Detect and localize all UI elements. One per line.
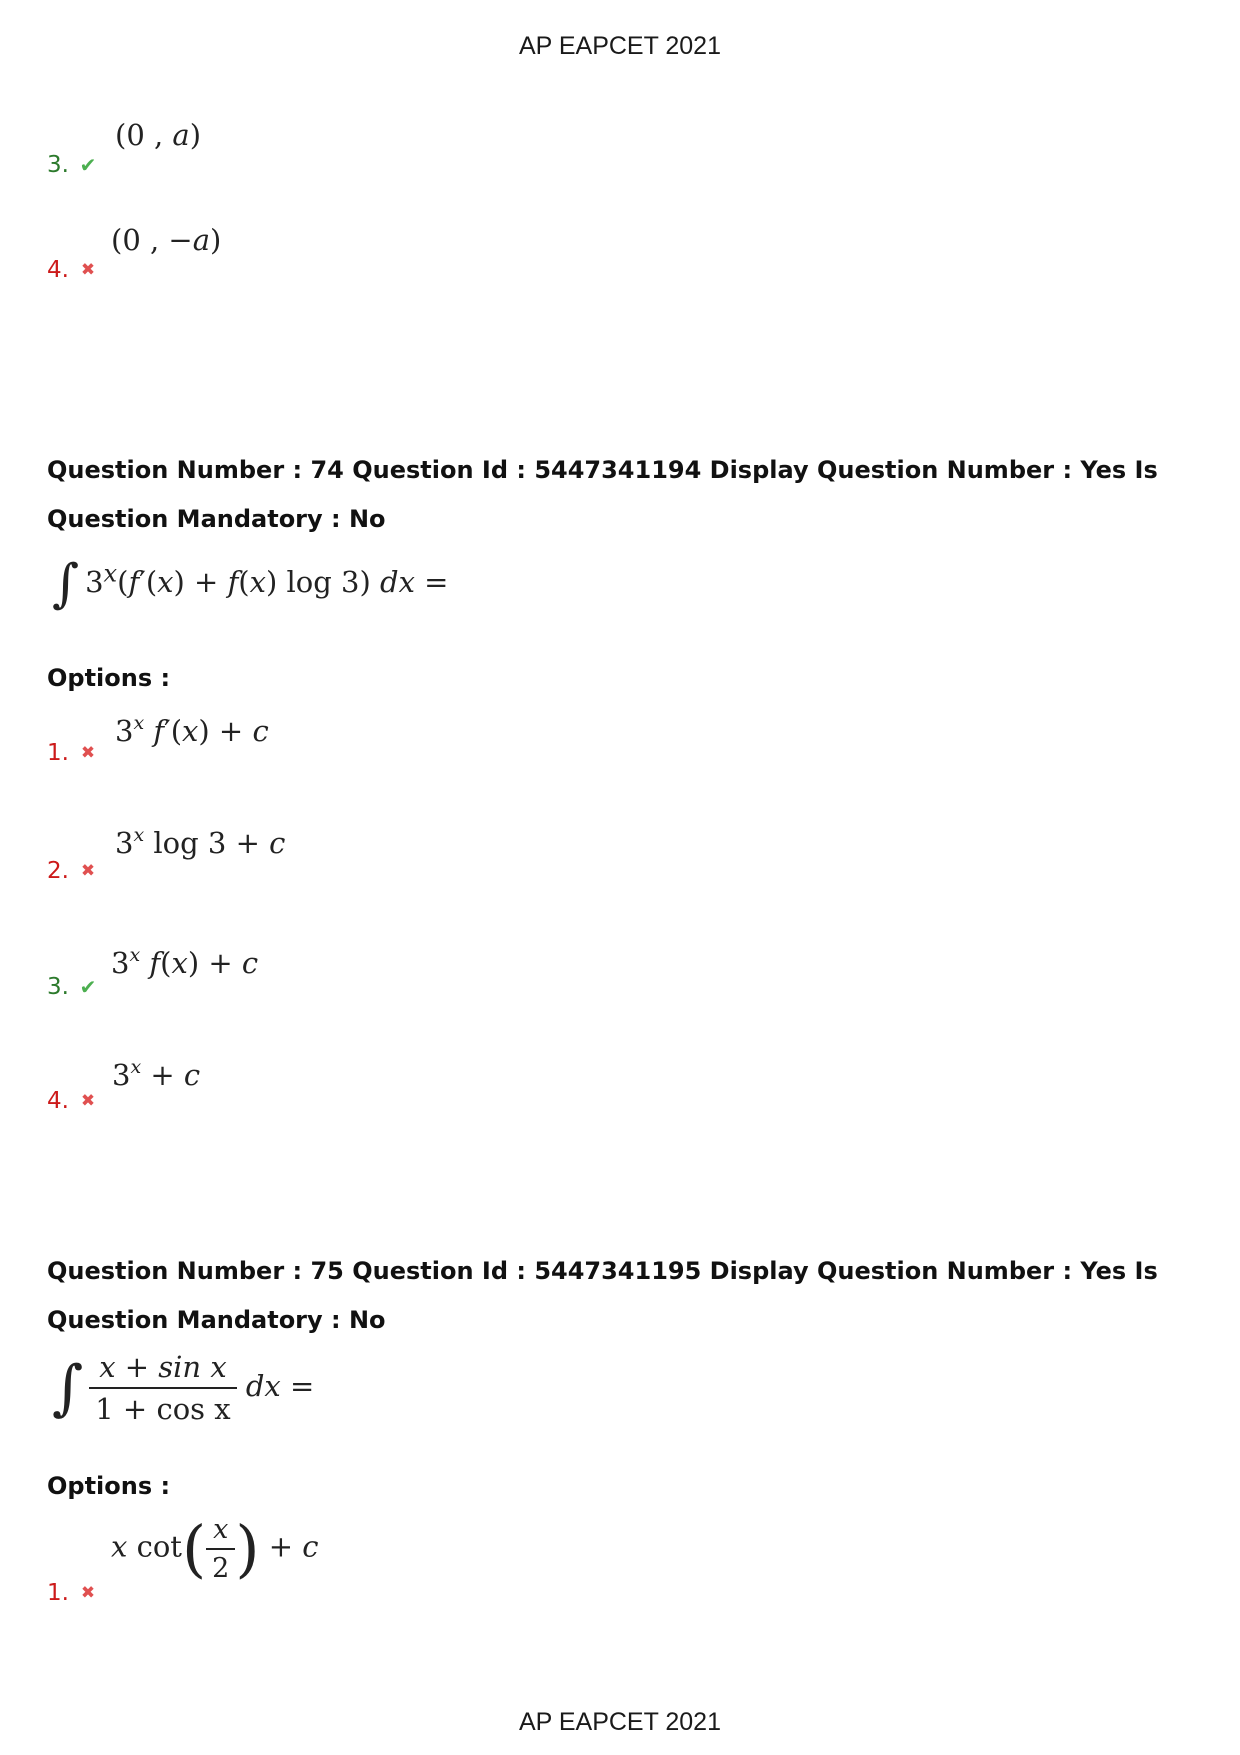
options-label: Options : bbox=[47, 664, 171, 692]
option-math: x cot( $\frac{x}{2}$ ) + c bbox=[111, 1512, 319, 1585]
option-number: 3. bbox=[47, 974, 69, 1000]
option-2[interactable] bbox=[47, 824, 747, 884]
cross-icon: ✖ bbox=[80, 1583, 96, 1603]
checkmark-icon: ✔ bbox=[79, 153, 97, 177]
option-3[interactable] bbox=[47, 118, 747, 178]
option-math: (0 , −a) bbox=[111, 223, 222, 257]
option-1[interactable] bbox=[47, 706, 747, 766]
option-4[interactable] bbox=[47, 1054, 747, 1114]
cross-icon: ✖ bbox=[80, 861, 96, 881]
option-1[interactable] bbox=[47, 1512, 747, 1606]
question-75-header: Question Number : 75 Question Id : 5447341195 Display Question Number : Yes Is Question Mandatory : No bbox=[47, 1257, 1158, 1334]
option-3[interactable] bbox=[47, 940, 747, 1000]
option-math: 3$^x$ log 3 + c bbox=[115, 824, 286, 860]
option-number: 3. bbox=[47, 152, 69, 178]
option-number: 2. bbox=[47, 858, 69, 884]
cross-icon: ✖ bbox=[80, 260, 96, 280]
cross-icon: ✖ bbox=[80, 743, 96, 763]
page-header: AP EAPCET 2021 bbox=[519, 32, 721, 60]
question-75-stem: ∫ $\frac{\text{x + sin x}}{\text{1 + cos x}}$ dx = bbox=[52, 1350, 315, 1426]
cross-icon: ✖ bbox=[80, 1091, 96, 1111]
option-number: 1. bbox=[47, 740, 69, 766]
stem-numerator: x + sin x bbox=[89, 1350, 236, 1389]
question-74-stem: ∫ $3^x(f'(x) + f(x)$ log 3) dx = bbox=[52, 554, 449, 614]
option-math: (0 , a) bbox=[115, 118, 202, 152]
option-math: 3$^x$ f(x) + c bbox=[111, 944, 259, 980]
options-label: Options : bbox=[47, 1472, 171, 1500]
option-number: 1. bbox=[47, 1580, 69, 1606]
question-74-header: Question Number : 74 Question Id : 5447341194 Display Question Number : Yes Is Question Mandatory : No bbox=[47, 456, 1158, 533]
option-number: 4. bbox=[47, 257, 69, 283]
stem-denominator: 1 + cos x bbox=[95, 1392, 231, 1426]
option-math: $3^x + c$ bbox=[112, 1056, 201, 1092]
page-footer: AP EAPCET 2021 bbox=[519, 1708, 721, 1736]
checkmark-icon: ✔ bbox=[79, 975, 97, 999]
option-number: 4. bbox=[47, 1088, 69, 1114]
option-4[interactable] bbox=[47, 223, 747, 283]
stem-suffix: dx = bbox=[245, 1369, 315, 1403]
option-math: 3$^x$ f′(x) + c bbox=[115, 712, 269, 748]
